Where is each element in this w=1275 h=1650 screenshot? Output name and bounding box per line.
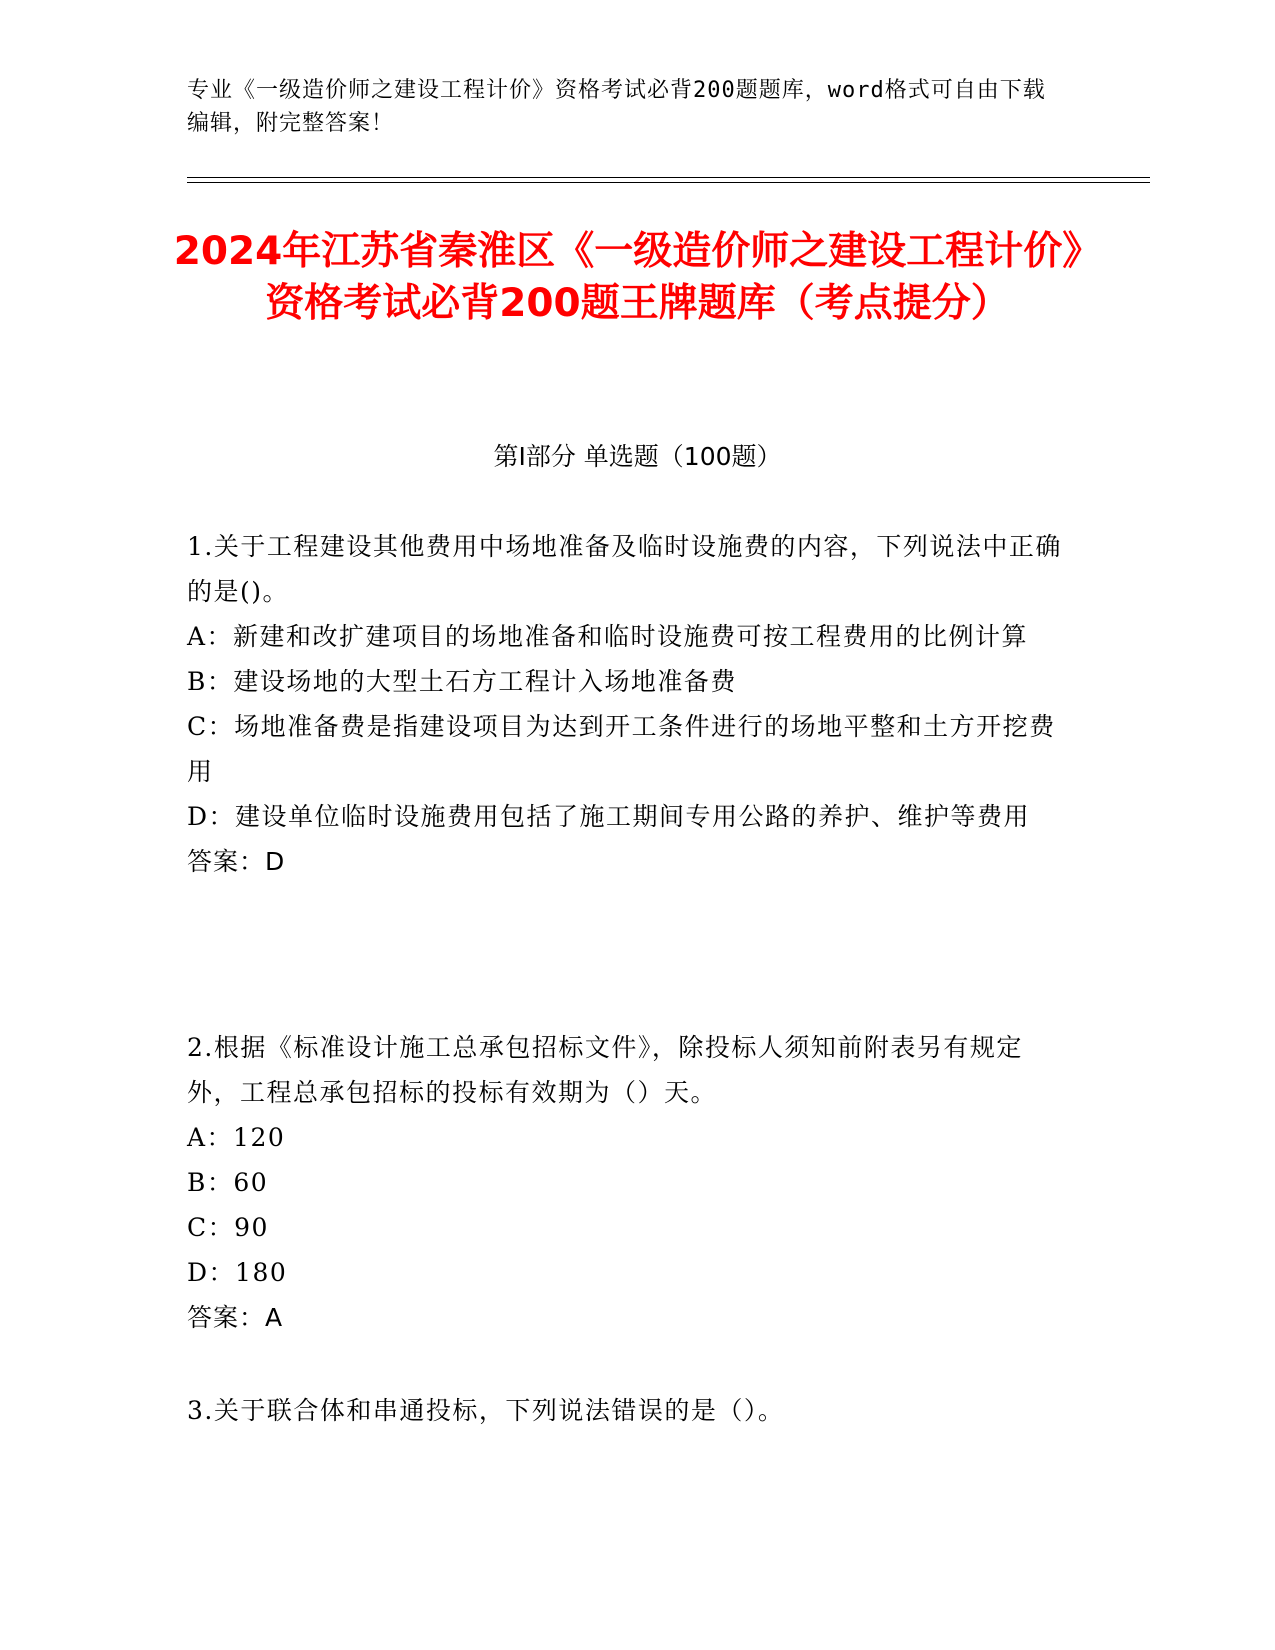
question-stem: 3.关于联合体和串通投标，下列说法错误的是（）。 (187, 1396, 785, 1425)
question-answer: 答案：D (187, 847, 286, 876)
question-item (187, 524, 1067, 884)
question-option-d: D：180 (187, 1258, 288, 1287)
question-option-d: D：建设单位临时设施费用包括了施工期间专用公路的养护、维护等费用 (187, 802, 1031, 831)
question-stem: 2.根据《标准设计施工总承包招标文件》，除投标人须知前附表另有规定外，工程总承包招标的投标有效期为（）天。 (187, 1033, 1023, 1107)
question-option-c: C：90 (187, 1213, 269, 1242)
question-option-a: A：120 (187, 1123, 286, 1152)
question-answer: 答案：A (187, 1303, 284, 1332)
question-item (187, 1025, 1067, 1340)
question-option-b: B：60 (187, 1168, 269, 1197)
question-stem: 1.关于工程建设其他费用中场地准备及临时设施费的内容，下列说法中正确的是()。 (187, 532, 1062, 606)
question-option-b: B：建设场地的大型土石方工程计入场地准备费 (187, 667, 737, 696)
document-title: 2024年江苏省秦淮区《一级造价师之建设工程计价》资格考试必背200题王牌题库（考点提分） (173, 229, 1102, 326)
section-heading: 第Ⅰ部分 单选题（100题） (493, 442, 782, 471)
question-item (187, 1388, 1067, 1433)
question-option-c: C：场地准备费是指建设项目为达到开工条件进行的场地平整和土方开挖费用 (187, 712, 1056, 786)
question-option-a: A：新建和改扩建项目的场地准备和临时设施费可按工程费用的比例计算 (187, 622, 1029, 651)
header-note: 专业《一级造价师之建设工程计价》资格考试必背200题题库，word格式可自由下载编辑，附完整答案！ (187, 78, 1046, 136)
header-divider-bottom (187, 182, 1150, 183)
header-divider-top (187, 177, 1150, 178)
